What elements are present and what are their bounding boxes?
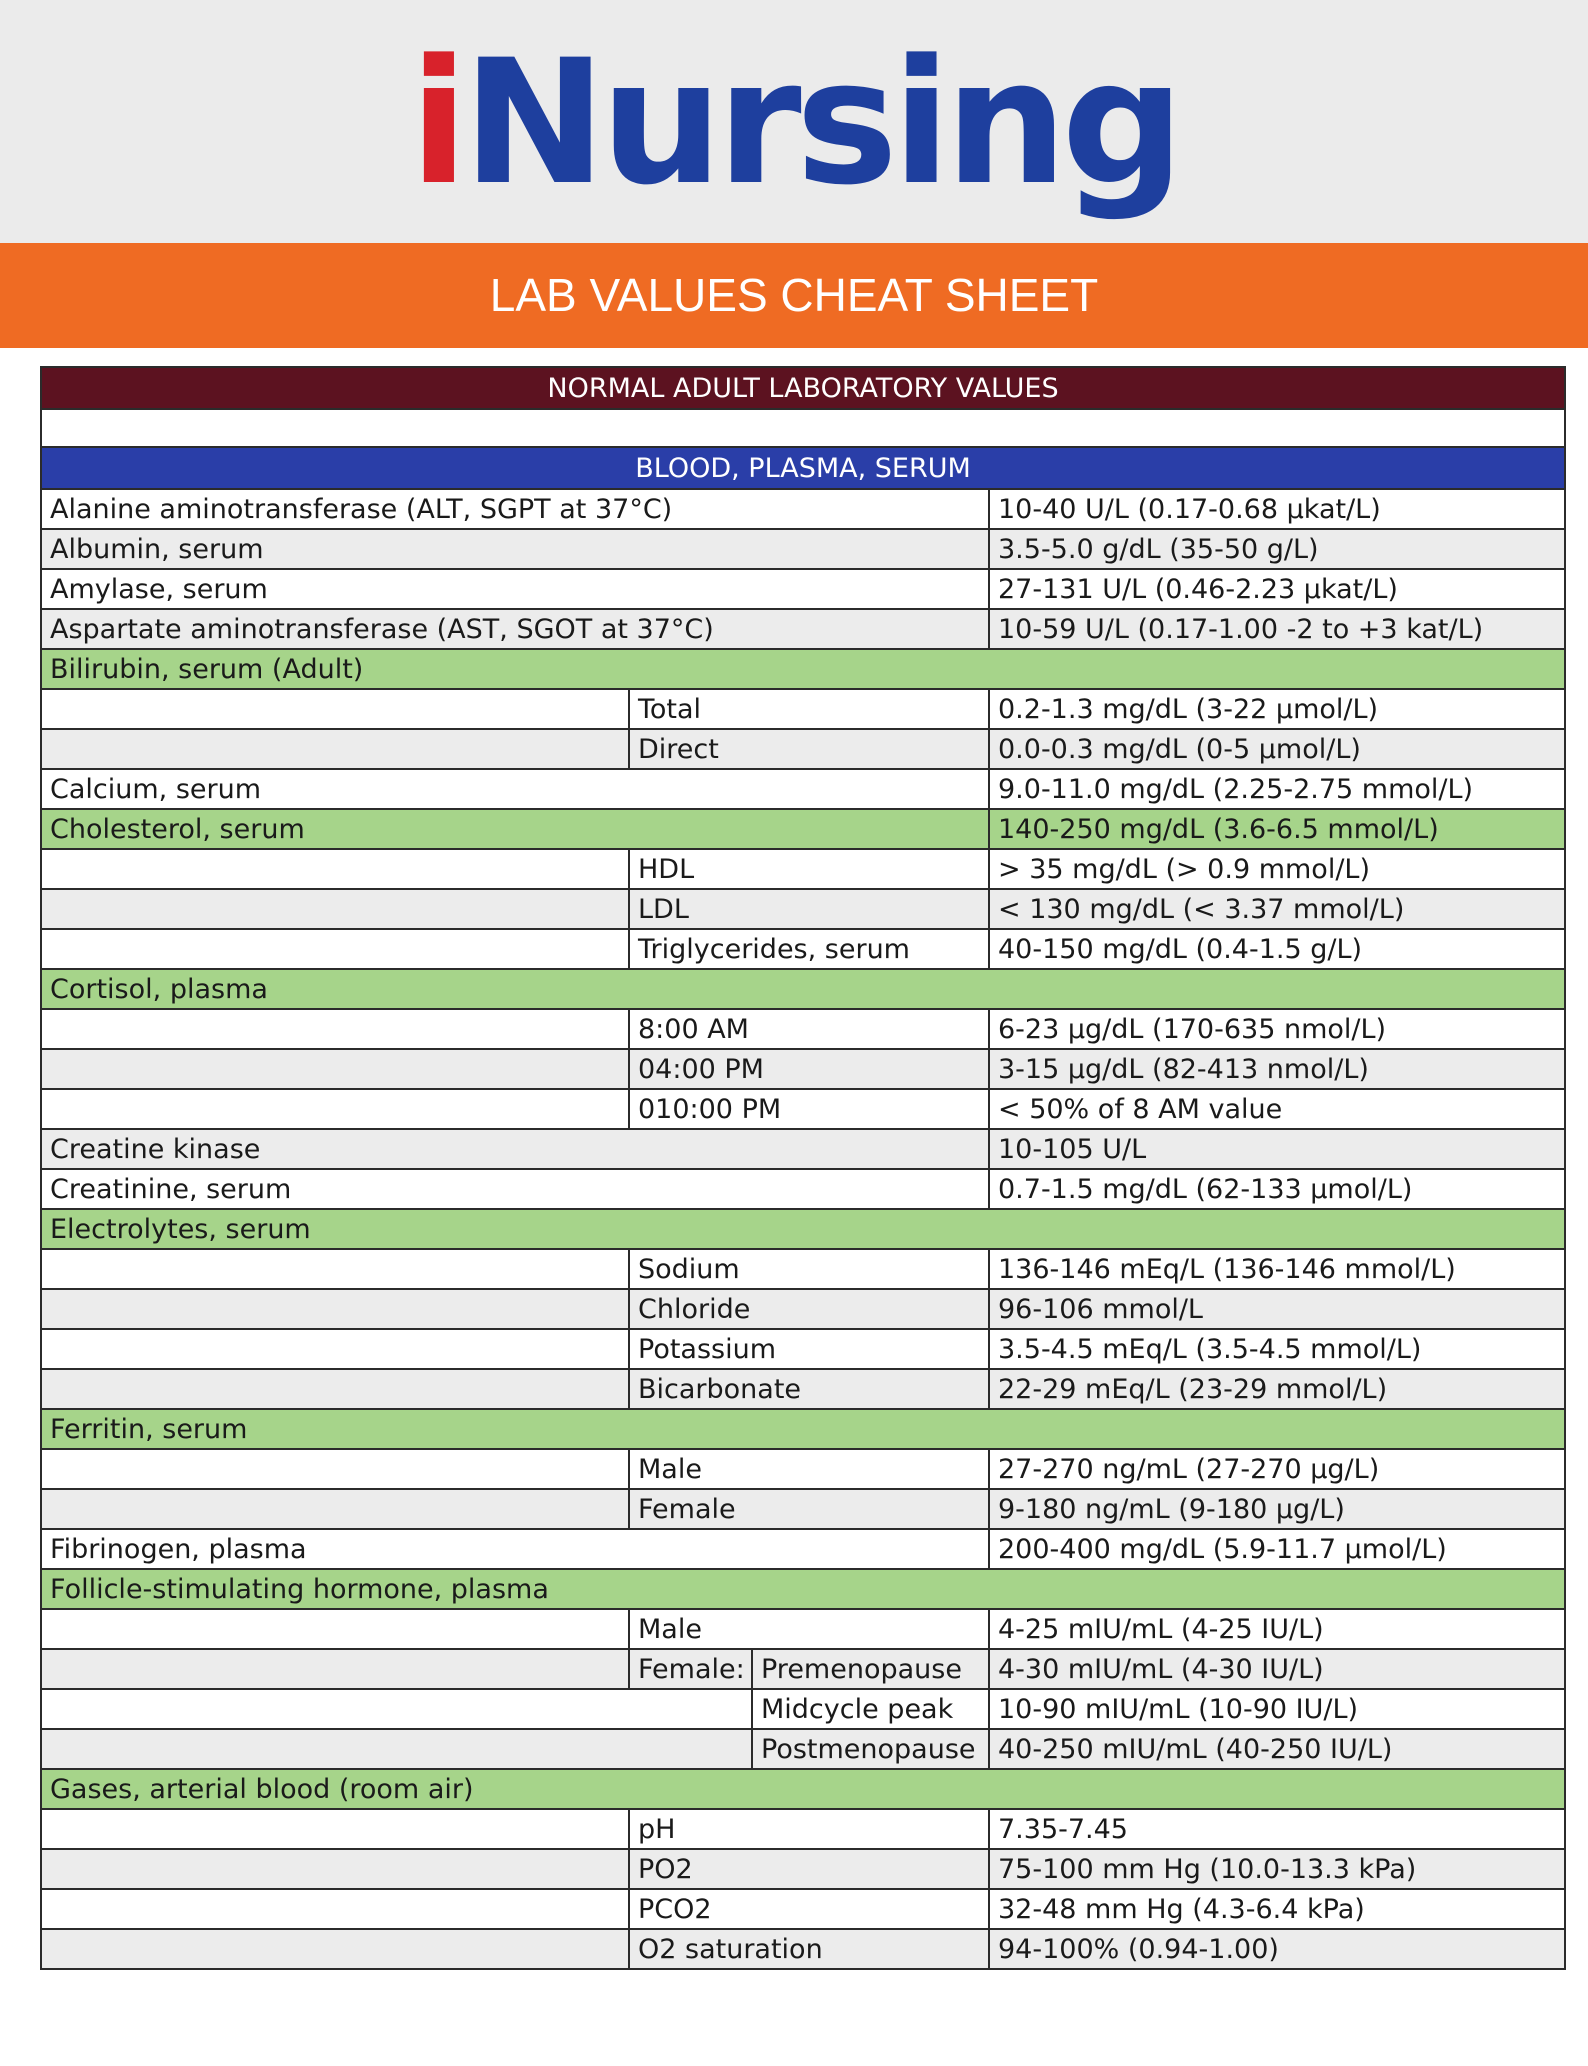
normal-value: 4-25 mIU/mL (4-25 IU/L) (989, 1609, 1565, 1649)
spacer-row (41, 409, 1565, 447)
group-name: Gases, arterial blood (room air) (41, 1769, 1565, 1809)
normal-value: 10-90 mIU/mL (10-90 IU/L) (989, 1689, 1565, 1729)
sub-test-name: 04:00 PM (629, 1049, 989, 1089)
logo-i: i (409, 22, 463, 223)
normal-value: < 130 mg/dL (< 3.37 mmol/L) (989, 889, 1565, 929)
lab-values-table (40, 366, 1566, 1970)
table-row (41, 1289, 1565, 1329)
sub-test-name: Bicarbonate (629, 1369, 989, 1409)
group-header-row (41, 809, 1565, 849)
normal-value: 200-400 mg/dL (5.9-11.7 μmol/L) (989, 1529, 1565, 1569)
test-name: Fibrinogen, plasma (41, 1529, 989, 1569)
sub-test-name: Chloride (629, 1289, 989, 1329)
table-title: NORMAL ADULT LABORATORY VALUES (41, 367, 1565, 409)
section-header-row (41, 447, 1565, 489)
page-header (0, 0, 1588, 243)
table-row (41, 1129, 1565, 1169)
test-name: Alanine aminotransferase (ALT, SGPT at 37°C) (41, 489, 989, 529)
sub-test-name: O2 saturation (629, 1929, 989, 1969)
test-name: Albumin, serum (41, 529, 989, 569)
normal-value: 96-106 mmol/L (989, 1289, 1565, 1329)
sub-test-name: LDL (629, 889, 989, 929)
group-name: Electrolytes, serum (41, 1209, 1565, 1249)
normal-value: 10-40 U/L (0.17-0.68 μkat/L) (989, 489, 1565, 529)
sub-test-name: Potassium (629, 1329, 989, 1369)
group-header-row (41, 1209, 1565, 1249)
table-row (41, 729, 1565, 769)
normal-value: 7.35-7.45 (989, 1809, 1565, 1849)
table-row (41, 1849, 1565, 1889)
group-name: Cortisol, plasma (41, 969, 1565, 1009)
sub-test-detail: Premenopause (752, 1649, 989, 1689)
test-name: Amylase, serum (41, 569, 989, 609)
normal-value: 3.5-4.5 mEq/L (3.5-4.5 mmol/L) (989, 1329, 1565, 1369)
group-header-row (41, 1409, 1565, 1449)
normal-value: 22-29 mEq/L (23-29 mmol/L) (989, 1369, 1565, 1409)
sub-test-name: Sodium (629, 1249, 989, 1289)
sub-test-name: PO2 (629, 1849, 989, 1889)
group-header-row (41, 1569, 1565, 1609)
test-name: Calcium, serum (41, 769, 989, 809)
sub-test-name: Triglycerides, serum (629, 929, 989, 969)
table-row (41, 489, 1565, 529)
normal-value: 9.0-11.0 mg/dL (2.25-2.75 mmol/L) (989, 769, 1565, 809)
normal-value: 32-48 mm Hg (4.3-6.4 kPa) (989, 1889, 1565, 1929)
table-row (41, 1529, 1565, 1569)
table-row (41, 609, 1565, 649)
table-row (41, 1889, 1565, 1929)
sub-test-name: Total (629, 689, 989, 729)
normal-value: > 35 mg/dL (> 0.9 mmol/L) (989, 849, 1565, 889)
section-header: BLOOD, PLASMA, SERUM (41, 447, 1565, 489)
normal-value: 10-105 U/L (989, 1129, 1565, 1169)
normal-value: 0.7-1.5 mg/dL (62-133 μmol/L) (989, 1169, 1565, 1209)
normal-value: 6-23 μg/dL (170-635 nmol/L) (989, 1009, 1565, 1049)
table-row (41, 569, 1565, 609)
table-row (41, 689, 1565, 729)
logo-nursing: Nursing (462, 22, 1179, 223)
sub-test-name: Male (629, 1609, 989, 1649)
group-header-row (41, 969, 1565, 1009)
table-row (41, 1169, 1565, 1209)
group-header-row (41, 649, 1565, 689)
table-row (41, 1089, 1565, 1129)
inursing-logo (0, 22, 1588, 223)
normal-value: < 50% of 8 AM value (989, 1089, 1565, 1129)
table-row (41, 1609, 1565, 1649)
normal-value: 27-270 ng/mL (27-270 μg/L) (989, 1449, 1565, 1489)
group-header-row (41, 1769, 1565, 1809)
table-row (41, 1729, 1565, 1769)
table-row (41, 929, 1565, 969)
sub-test-name: 8:00 AM (629, 1009, 989, 1049)
normal-value: 10-59 U/L (0.17-1.00 -2 to +3 kat/L) (989, 609, 1565, 649)
group-name: Follicle-stimulating hormone, plasma (41, 1569, 1565, 1609)
sub-test-name: Direct (629, 729, 989, 769)
table-row (41, 1369, 1565, 1409)
sheet-title-banner: LAB VALUES CHEAT SHEET (0, 243, 1588, 348)
test-name: Creatine kinase (41, 1129, 989, 1169)
normal-value: 3-15 μg/dL (82-413 nmol/L) (989, 1049, 1565, 1089)
normal-value: 75-100 mm Hg (10.0-13.3 kPa) (989, 1849, 1565, 1889)
table-row (41, 1929, 1565, 1969)
table-title-row (41, 367, 1565, 409)
normal-value: 4-30 mIU/mL (4-30 IU/L) (989, 1649, 1565, 1689)
sub-test-detail: Midcycle peak (752, 1689, 989, 1729)
normal-value: 9-180 ng/mL (9-180 μg/L) (989, 1489, 1565, 1529)
group-name: Ferritin, serum (41, 1409, 1565, 1449)
normal-value: 40-250 mIU/mL (40-250 IU/L) (989, 1729, 1565, 1769)
test-name: Creatinine, serum (41, 1169, 989, 1209)
table-row (41, 1649, 1565, 1689)
table-row (41, 849, 1565, 889)
sub-test-name: Male (629, 1449, 989, 1489)
group-name: Bilirubin, serum (Adult) (41, 649, 1565, 689)
table-row (41, 889, 1565, 929)
normal-value: 0.2-1.3 mg/dL (3-22 μmol/L) (989, 689, 1565, 729)
table-row (41, 1809, 1565, 1849)
normal-value: 3.5-5.0 g/dL (35-50 g/L) (989, 529, 1565, 569)
sub-test-name: 010:00 PM (629, 1089, 989, 1129)
table-row (41, 529, 1565, 569)
table-row (41, 769, 1565, 809)
sub-test-detail: Postmenopause (752, 1729, 989, 1769)
table-row (41, 1689, 1565, 1729)
table-row (41, 1449, 1565, 1489)
sub-test-name: pH (629, 1809, 989, 1849)
normal-value: 94-100% (0.94-1.00) (989, 1929, 1565, 1969)
table-row (41, 1249, 1565, 1289)
sub-test-name: PCO2 (629, 1889, 989, 1929)
sub-test-name: Female (629, 1489, 989, 1529)
group-name: Cholesterol, serum (41, 809, 989, 849)
table-row (41, 1009, 1565, 1049)
normal-value: 40-150 mg/dL (0.4-1.5 g/L) (989, 929, 1565, 969)
test-name: Aspartate aminotransferase (AST, SGOT at 37°C) (41, 609, 989, 649)
table-row (41, 1329, 1565, 1369)
sub-test-name: Female: (629, 1649, 752, 1689)
normal-value: 0.0-0.3 mg/dL (0-5 μmol/L) (989, 729, 1565, 769)
table-row (41, 1049, 1565, 1089)
normal-value: 136-146 mEq/L (136-146 mmol/L) (989, 1249, 1565, 1289)
table-row (41, 1489, 1565, 1529)
sub-test-name: HDL (629, 849, 989, 889)
normal-value: 27-131 U/L (0.46-2.23 μkat/L) (989, 569, 1565, 609)
normal-value: 140-250 mg/dL (3.6-6.5 mmol/L) (989, 809, 1565, 849)
